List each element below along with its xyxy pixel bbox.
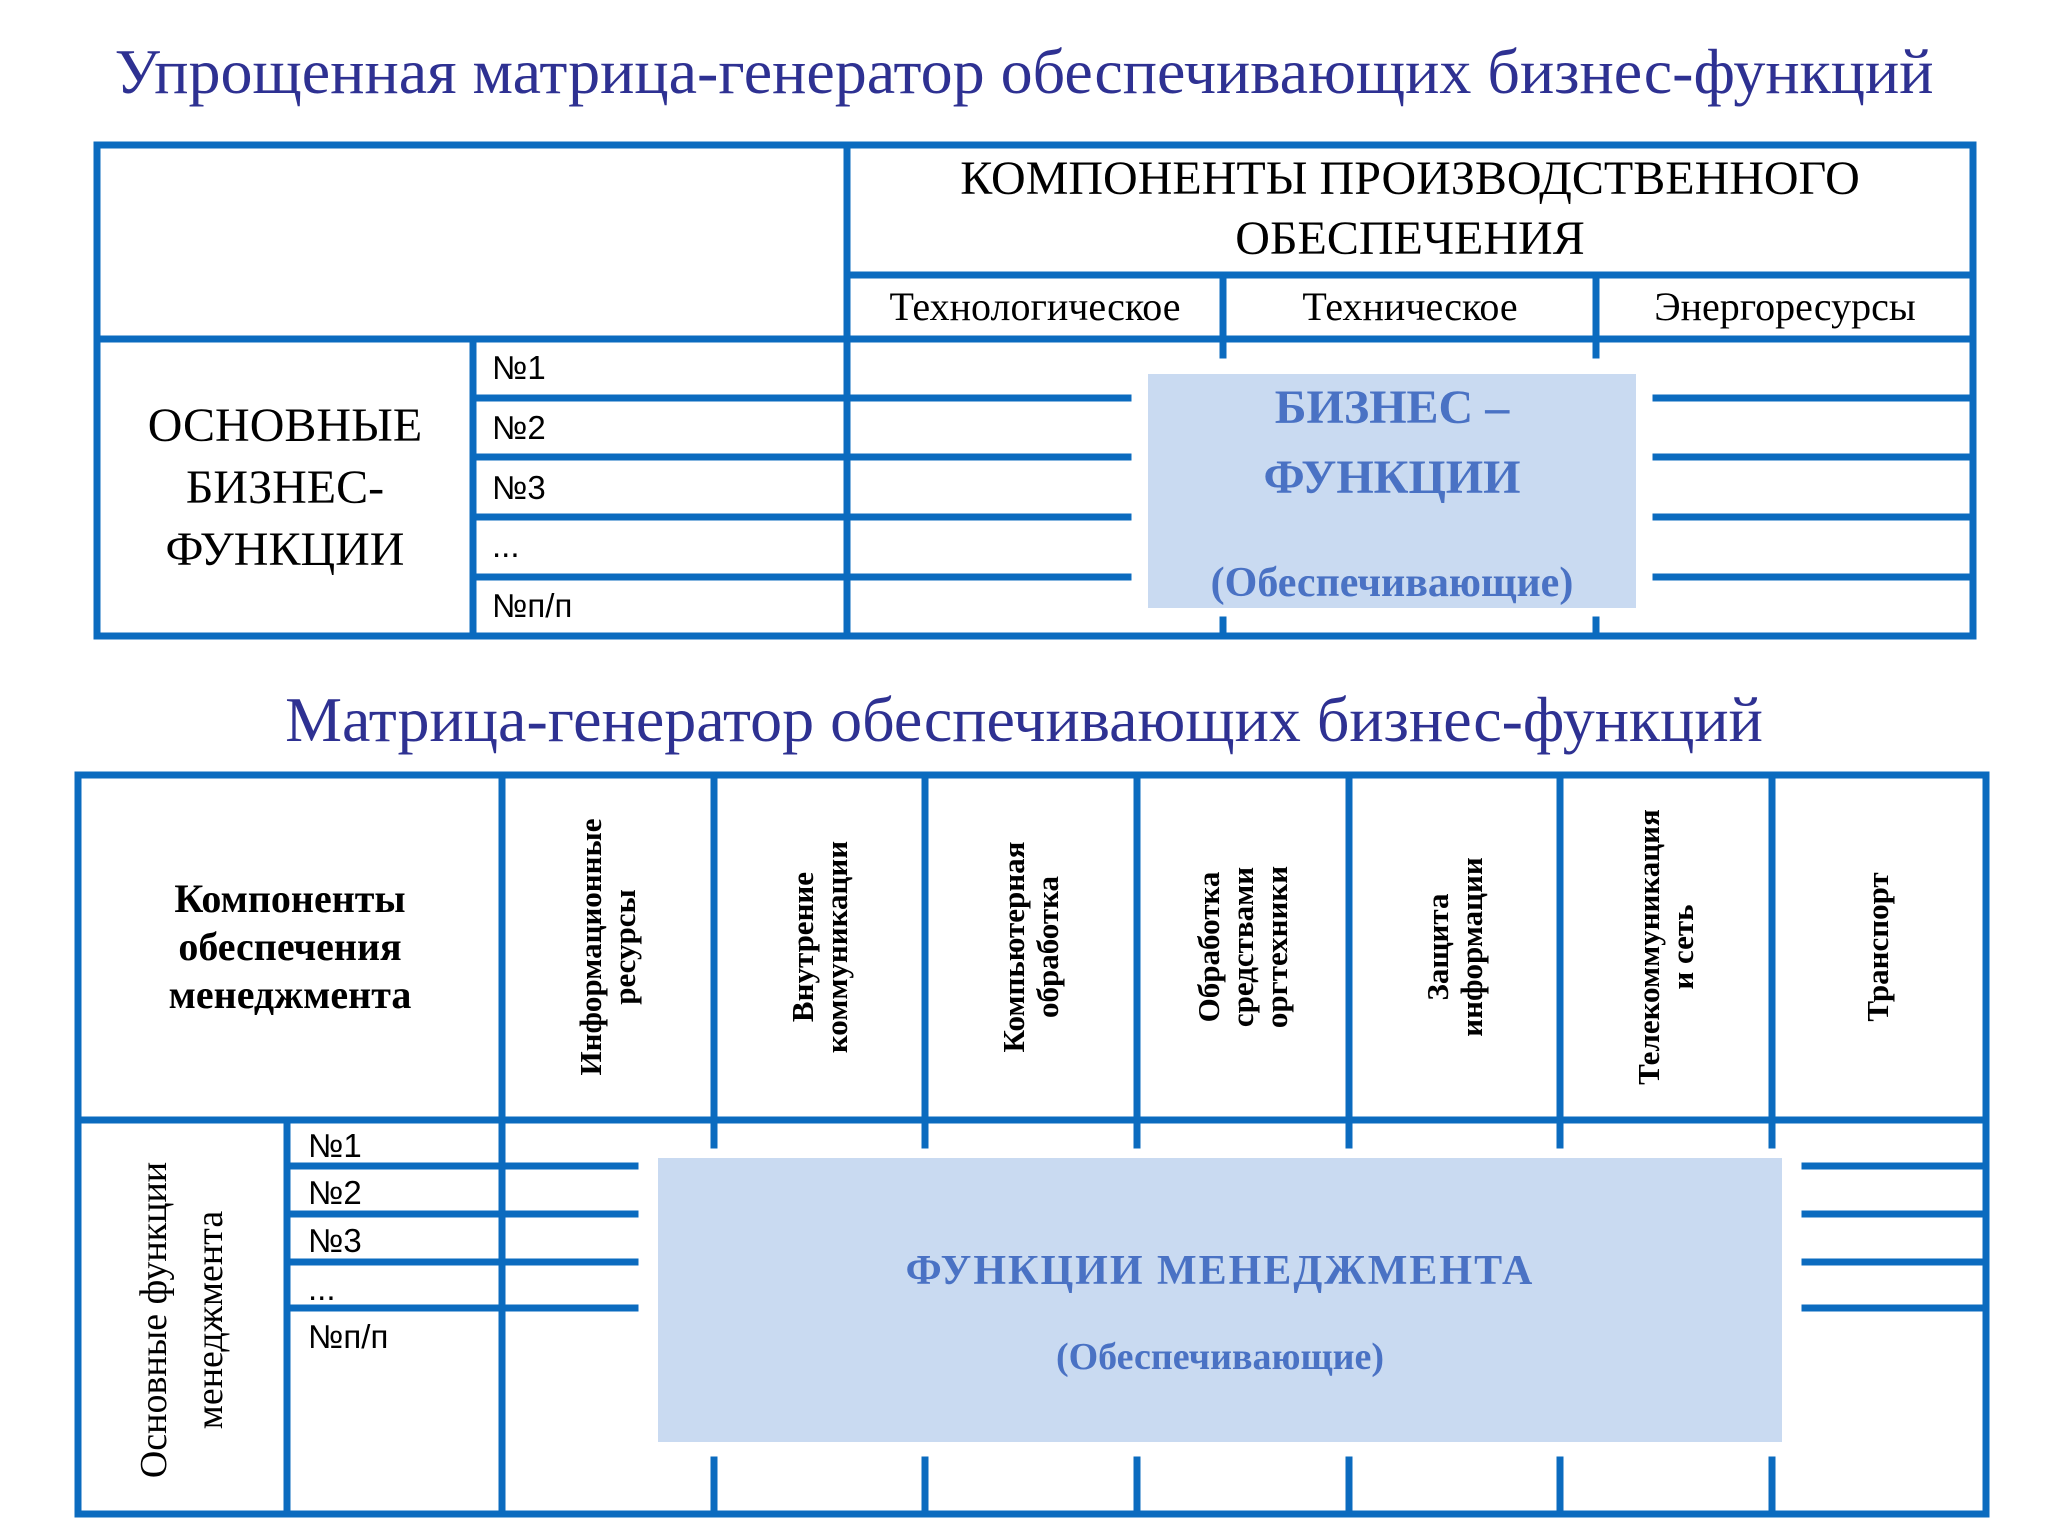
bottom-row-ellipsis: ... [308,1270,336,1307]
bottom-row-3: №3 [308,1222,362,1259]
col-protect-line2: информации [1454,857,1489,1037]
bottom-column-telecommunication-network [1566,782,1766,1112]
bottom-center-management-functions-box [658,1158,1782,1442]
top-row-3: №3 [492,469,546,506]
bottom-column-information-resources [508,782,708,1112]
col-protect-line1: Защита [1420,893,1455,1001]
bottom-corner-line2: обеспечения [178,924,402,969]
top-column-technical: Техническое [1302,284,1518,329]
top-center-business-functions-box [1148,374,1636,608]
bottom-corner-line1: Компоненты [174,876,406,921]
col-office-line1: Обработка [1191,871,1226,1023]
top-center-line2: ФУНКЦИИ [1263,451,1521,504]
col-comm-line1: Внутрение [785,871,820,1023]
bottom-column-information-protection [1355,782,1555,1112]
bottom-center-line2: (Обеспечивающие) [1055,1336,1385,1378]
col-transport-line1: Транспорт [1860,872,1895,1022]
bottom-row-group-label [126,1120,238,1520]
col-telecom-line2: и сеть [1665,904,1700,990]
top-row-group-line2: БИЗНЕС- [185,461,385,514]
bottom-column-transport [1778,782,1978,1112]
col-office-line3: оргтехники [1259,865,1294,1029]
col-comm-line2: коммуникации [819,840,854,1054]
col-info-line1: Информационные [573,818,608,1076]
bottom-center-line1: ФУНКЦИИ МЕНЕДЖМЕНТА [905,1248,1535,1294]
top-header-line1: КОМПОНЕНТЫ ПРОИЗВОДСТВЕННОГО [960,152,1860,205]
bottom-row-1: №1 [308,1127,362,1164]
col-telecom-line1: Телекоммуникация [1631,809,1666,1085]
top-row-2: №2 [492,409,546,446]
bottom-row-group-line2: менеджмента [189,1210,231,1430]
col-comp-line1: Компьютерная [996,841,1031,1053]
col-comp-line2: обработка [1030,875,1065,1019]
top-row-group-line3: ФУНКЦИИ [165,523,405,576]
top-column-technological: Технологическое [889,284,1181,329]
bottom-column-office-equipment-processing [1143,782,1343,1112]
bottom-column-internal-communications [720,782,920,1112]
top-column-energy: Энергоресурсы [1654,284,1916,329]
top-center-line1: БИЗНЕС – [1274,381,1510,434]
top-row-group-line1: ОСНОВНЫЕ [147,399,423,452]
top-row-1: №1 [492,349,546,386]
top-header-line2: ОБЕСПЕЧЕНИЯ [1235,212,1585,265]
top-center-line3: (Обеспечивающие) [1210,560,1574,606]
top-row-n: №п/п [492,587,573,624]
top-row-ellipsis: ... [492,527,520,564]
bottom-row-2: №2 [308,1174,362,1211]
bottom-column-computer-processing [931,782,1131,1112]
top-diagram-title: Упрощенная матрица-генератор обеспечивающих бизнес-функций [114,36,1934,107]
bottom-row-n: №п/п [308,1318,389,1355]
col-info-line2: ресурсы [607,889,642,1005]
bottom-row-group-line1: Основные функции [133,1161,175,1479]
col-office-line2: средствами [1225,866,1260,1028]
bottom-corner-line3: менеджмента [168,972,412,1017]
bottom-diagram-title: Матрица-генератор обеспечивающих бизнес-функций [285,684,1763,755]
